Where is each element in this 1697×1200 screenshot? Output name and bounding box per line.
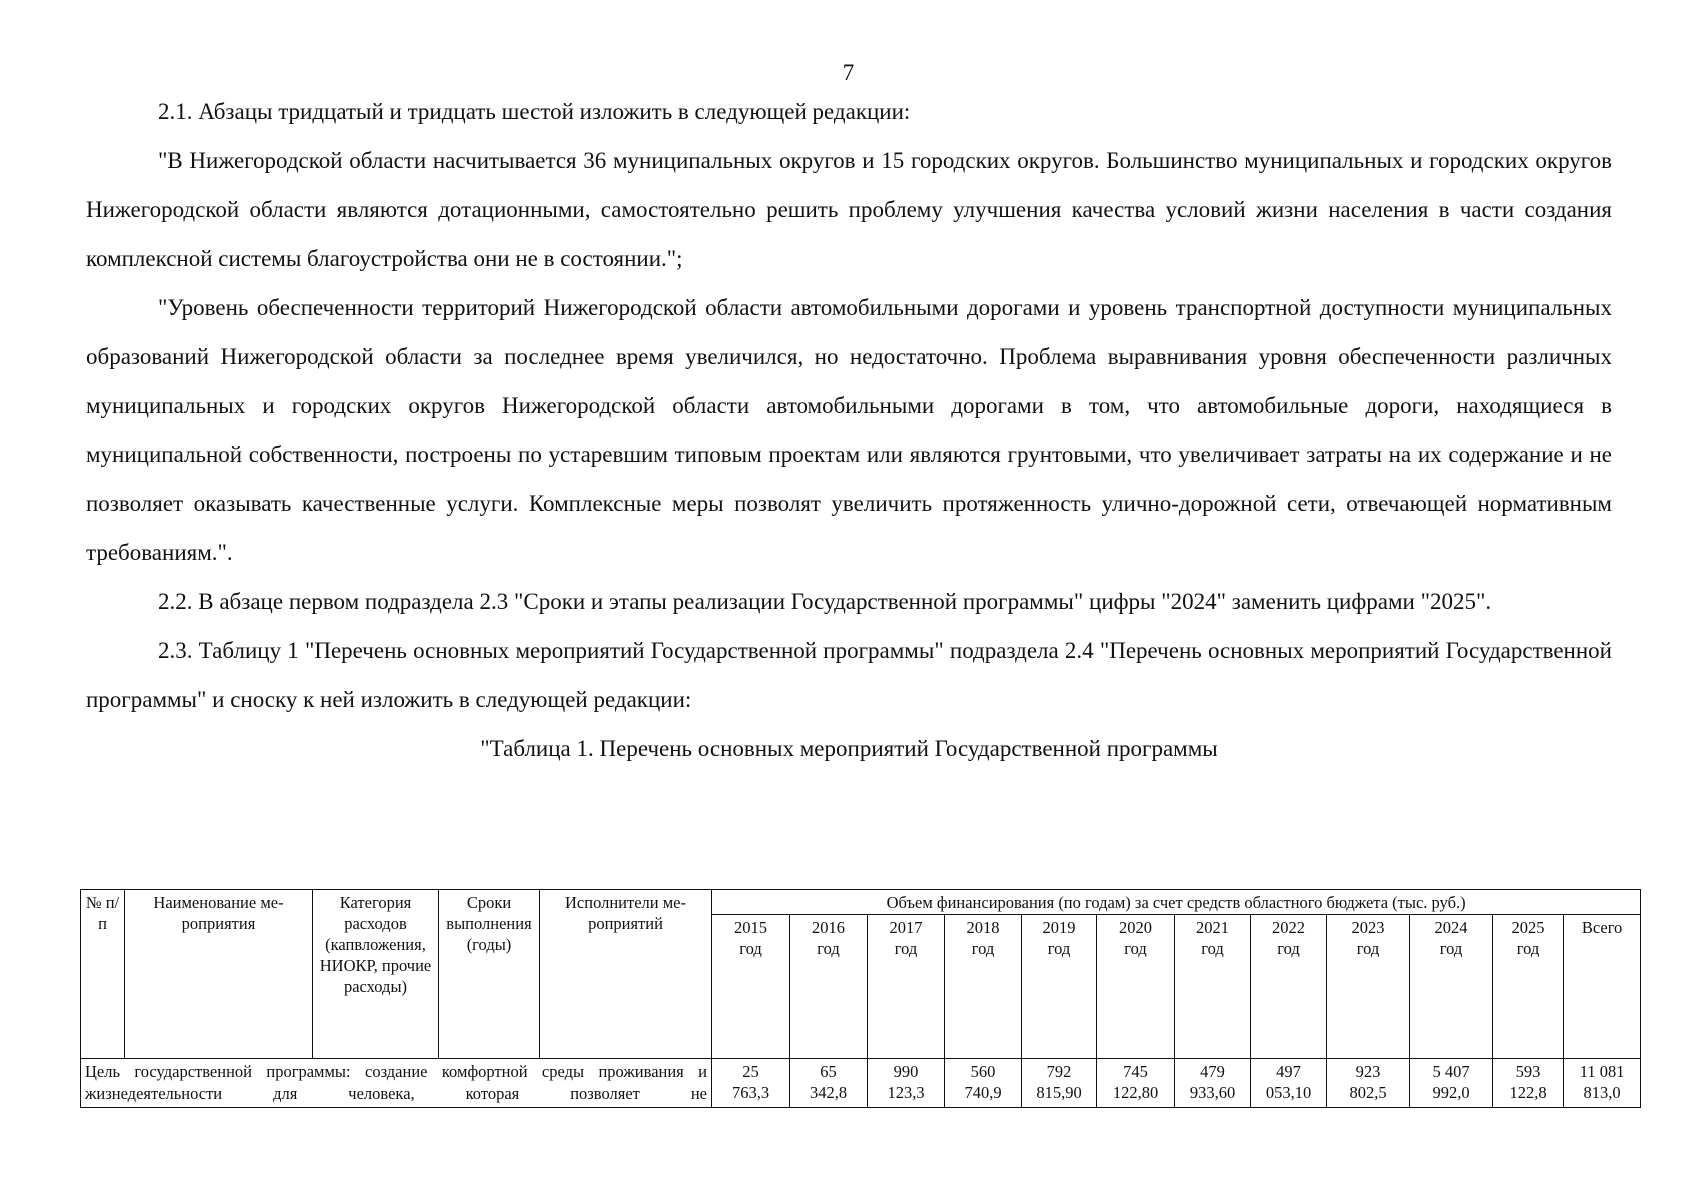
header-total: Всего <box>1564 915 1641 1059</box>
table-header-row <box>81 890 1641 915</box>
header-year-2016: 2016 год <box>790 915 868 1059</box>
header-year-2018: 2018 год <box>945 915 1022 1059</box>
table-cell: 745 122,80 <box>1097 1059 1175 1108</box>
header-year-2022: 2022 год <box>1251 915 1327 1059</box>
paragraph-2-1: 2.1. Абзацы тридцатый и тридцать шестой изложить в следующей редакции: <box>158 99 911 124</box>
goal-text: Цель государственной программы: создание комфортной среды проживания и жизнедеятельности для человека, которая позволяет не <box>81 1059 712 1108</box>
header-year-2021: 2021 год <box>1175 915 1251 1059</box>
header-year-2015: 2015 год <box>712 915 790 1059</box>
funding-table <box>80 889 1641 1108</box>
header-executors: Исполнители мероприятий <box>540 890 712 1059</box>
page-number: 7 <box>842 60 855 85</box>
table-cell: 65 342,8 <box>790 1059 868 1108</box>
header-category: Категория расходов (капвложения, НИОКР, прочие расходы) <box>313 890 439 1059</box>
table-cell: 5 407 992,0 <box>1410 1059 1493 1108</box>
header-year-2024: 2024 год <box>1410 915 1493 1059</box>
table-caption: "Таблица 1. Перечень основных мероприятий Государственной программы <box>480 736 1218 761</box>
table-cell: 923 802,5 <box>1327 1059 1410 1108</box>
document-body <box>86 87 1612 773</box>
header-year-2025: 2025 год <box>1493 915 1564 1059</box>
table-cell: 25 763,3 <box>712 1059 790 1108</box>
table-cell: 792 815,90 <box>1022 1059 1097 1108</box>
header-year-2020: 2020 год <box>1097 915 1175 1059</box>
table-cell: 497 053,10 <box>1251 1059 1327 1108</box>
header-num: № п/п <box>81 890 125 1059</box>
paragraph-2-3: 2.3. Таблицу 1 "Перечень основных мероприятий Государственной программы" подраздела 2.4 "Перечень основных мероприятий Государственной программы" и сноску к ней изложить в следующей редакции: <box>86 638 1612 712</box>
paragraph-quote-2: "Уровень обеспеченности территорий Нижегородской области автомобильными дорогами и уровень транспортной доступности муниципальных образований Нижегородской области за последнее время увеличился, но недостаточно. Проблема выравнивания уровня обеспеченности различных муниципальных и городских округов Нижегородской области автомобильными дорогами в том, что автомобильные дороги, находящиеся в муниципальной собственности, построены по устаревшим типовым проектам или являются грунтовыми, что увеличивает затраты на их содержание и не позволяет оказывать качественные услуги. Комплексные меры позволят увеличить протяженность улично-дорожной сети, отвечающей нормативным требованиям.". <box>86 295 1612 565</box>
table-cell-total: 11 081 813,0 <box>1564 1059 1641 1108</box>
table-cell: 990 123,3 <box>868 1059 945 1108</box>
header-year-2019: 2019 год <box>1022 915 1097 1059</box>
table-cell: 479 933,60 <box>1175 1059 1251 1108</box>
header-year-2023: 2023 год <box>1327 915 1410 1059</box>
header-funding: Объем финансирования (по годам) за счет средств областного бюджета (тыс. руб.) <box>712 890 1641 915</box>
paragraph-quote-1: "В Нижегородской области насчитывается 36 муниципальных округов и 15 городских округов. Большинство муниципальных и городских округов Нижегородской области являются дотационными, самостоятельно решить проблему улучшения качества условий жизни населения в части создания комплексной системы благоустройства они не в состоянии."; <box>86 148 1612 271</box>
header-terms: Сроки выполнения (годы) <box>439 890 540 1059</box>
header-year-2017: 2017 год <box>868 915 945 1059</box>
table-row-goal <box>81 1059 1641 1108</box>
table-cell: 593 122,8 <box>1493 1059 1564 1108</box>
header-name: Наименование мероприятия <box>125 890 313 1059</box>
paragraph-2-2: 2.2. В абзаце первом подраздела 2.3 "Сроки и этапы реализации Государственной программы" цифры "2024" заменить цифрами "2025". <box>158 589 1492 614</box>
table-cell: 560 740,9 <box>945 1059 1022 1108</box>
